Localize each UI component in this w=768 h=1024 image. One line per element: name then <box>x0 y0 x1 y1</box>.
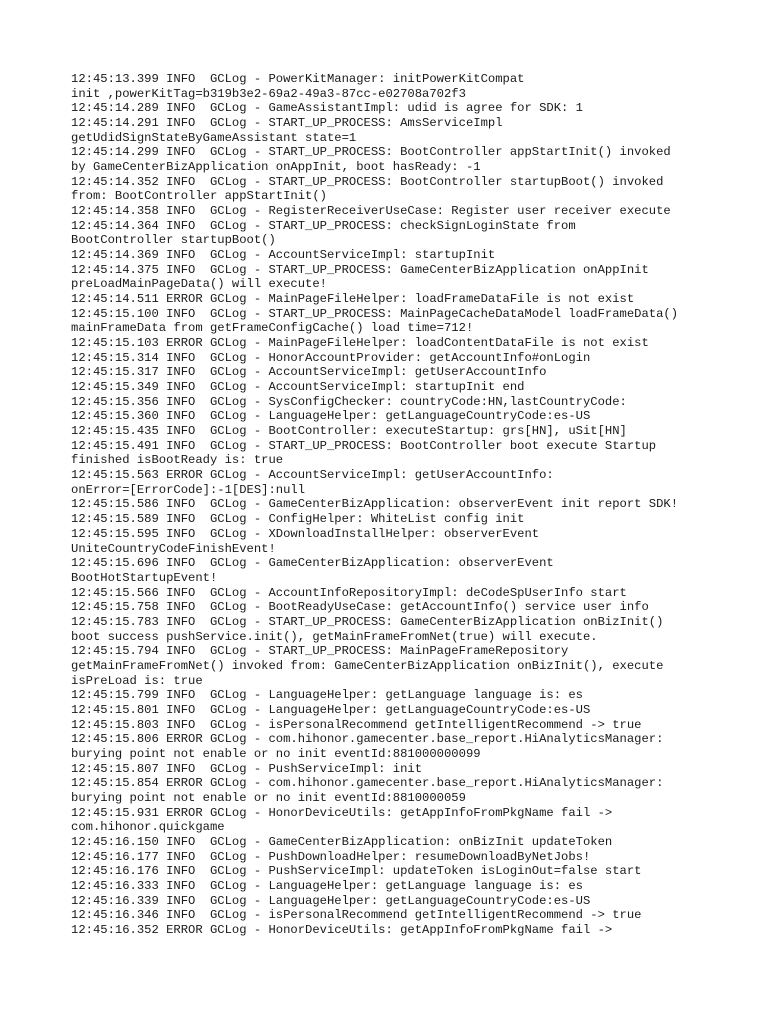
log-line: 12:45:16.352 ERROR GCLog - HonorDeviceUtils: getAppInfoFromPkgName fail -> <box>71 922 613 937</box>
log-line: 12:45:15.783 INFO GCLog - START_UP_PROCESS: GameCenterBizApplication onBizInit() <box>71 614 664 629</box>
log-line: BootHotStartupEvent! <box>71 570 218 585</box>
log-line: 12:45:15.595 INFO GCLog - XDownloadInstallHelper: observerEvent <box>71 526 540 541</box>
log-line: 12:45:15.566 INFO GCLog - AccountInfoRepositoryImpl: deCodeSpUserInfo start <box>71 585 627 600</box>
log-line: UniteCountryCodeFinishEvent! <box>71 541 276 556</box>
log-line: 12:45:16.177 INFO GCLog - PushDownloadHelper: resumeDownloadByNetJobs! <box>71 849 591 864</box>
log-line: 12:45:14.352 INFO GCLog - START_UP_PROCESS: BootController startupBoot() invoked <box>71 174 664 189</box>
log-line: 12:45:14.291 INFO GCLog - START_UP_PROCESS: AmsServiceImpl <box>71 116 503 131</box>
log-line: init ,powerKitTag=b319b3e2-69a2-49a3-87cc-e02708a702f3 <box>71 86 466 101</box>
log-line: from: BootController appStartInit() <box>71 189 327 204</box>
log-line: 12:45:15.801 INFO GCLog - LanguageHelper: getLanguageCountryCode:es-US <box>71 702 591 717</box>
log-line: mainFrameData from getFrameConfigCache() load time=712! <box>71 321 474 336</box>
log-line: 12:45:15.854 ERROR GCLog - com.hihonor.gamecenter.base_report.HiAnalyticsManager: <box>71 776 664 791</box>
log-line: 12:45:13.399 INFO GCLog - PowerKitManager: initPowerKitCompat <box>71 72 525 86</box>
log-line: com.hihonor.quickgame <box>71 820 225 835</box>
log-line: 12:45:16.346 INFO GCLog - isPersonalRecommend getIntelligentRecommend -> true <box>71 908 642 923</box>
log-line: 12:45:15.435 INFO GCLog - BootController: executeStartup: grs[HN], uSit[HN] <box>71 424 627 439</box>
log-line: 12:45:14.364 INFO GCLog - START_UP_PROCESS: checkSignLoginState from <box>71 218 576 233</box>
log-line: 12:45:15.931 ERROR GCLog - HonorDeviceUtils: getAppInfoFromPkgName fail -> <box>71 805 613 820</box>
log-line: 12:45:14.375 INFO GCLog - START_UP_PROCESS: GameCenterBizApplication onAppInit <box>71 262 649 277</box>
log-line: 12:45:15.491 INFO GCLog - START_UP_PROCESS: BootController boot execute Startup <box>71 438 657 453</box>
log-line: 12:45:15.586 INFO GCLog - GameCenterBizApplication: observerEvent init report SDK! <box>71 497 679 512</box>
log-line: 12:45:14.299 INFO GCLog - START_UP_PROCESS: BootController appStartInit() invoked <box>71 145 671 160</box>
log-line: 12:45:15.103 ERROR GCLog - MainPageFileHelper: loadContentDataFile is not exist <box>71 336 649 351</box>
log-line: finished isBootReady is: true <box>71 453 284 468</box>
log-line: 12:45:15.356 INFO GCLog - SysConfigChecker: countryCode:HN,lastCountryCode: <box>71 394 627 409</box>
log-line: 12:45:16.176 INFO GCLog - PushServiceImpl: updateToken isLoginOut=false start <box>71 864 642 879</box>
log-line: getUdidSignStateByGameAssistant state=1 <box>71 130 357 145</box>
log-line: 12:45:14.289 INFO GCLog - GameAssistantImpl: udid is agree for SDK: 1 <box>71 101 583 116</box>
log-line: 12:45:15.314 INFO GCLog - HonorAccountProvider: getAccountInfo#onLogin <box>71 350 591 365</box>
log-line: 12:45:15.807 INFO GCLog - PushServiceImpl: init <box>71 761 423 776</box>
log-line: 12:45:15.799 INFO GCLog - LanguageHelper: getLanguage language is: es <box>71 688 583 703</box>
log-line: 12:45:15.589 INFO GCLog - ConfigHelper: WhiteList config init <box>71 512 525 527</box>
log-line: isPreLoad is: true <box>71 673 203 688</box>
log-line: 12:45:14.358 INFO GCLog - RegisterReceiverUseCase: Register user receiver execute <box>71 204 671 219</box>
log-line: by GameCenterBizApplication onAppInit, boot hasReady: -1 <box>71 160 481 175</box>
log-line: 12:45:15.803 INFO GCLog - isPersonalRecommend getIntelligentRecommend -> true <box>71 717 642 732</box>
log-line: 12:45:16.339 INFO GCLog - LanguageHelper: getLanguageCountryCode:es-US <box>71 893 591 908</box>
log-line: 12:45:15.696 INFO GCLog - GameCenterBizApplication: observerEvent <box>71 556 554 571</box>
log-line: 12:45:15.794 INFO GCLog - START_UP_PROCESS: MainPageFrameRepository <box>71 644 569 659</box>
log-line: 12:45:16.150 INFO GCLog - GameCenterBizApplication: onBizInit updateToken <box>71 834 613 849</box>
log-line: burying point not enable or no init eventId:8810000059 <box>71 790 466 805</box>
log-line: 12:45:16.333 INFO GCLog - LanguageHelper: getLanguage language is: es <box>71 878 583 893</box>
log-text-block <box>71 72 731 938</box>
log-line: 12:45:15.317 INFO GCLog - AccountServiceImpl: getUserAccountInfo <box>71 365 547 380</box>
log-line: BootController startupBoot() <box>71 233 276 248</box>
log-line: 12:45:15.563 ERROR GCLog - AccountServiceImpl: getUserAccountInfo: <box>71 468 554 483</box>
log-line: preLoadMainPageData() will execute! <box>71 277 327 292</box>
log-line: 12:45:14.511 ERROR GCLog - MainPageFileHelper: loadFrameDataFile is not exist <box>71 292 635 307</box>
log-line: burying point not enable or no init eventId:881000000099 <box>71 746 481 761</box>
log-line: 12:45:15.100 INFO GCLog - START_UP_PROCESS: MainPageCacheDataModel loadFrameData() <box>71 306 679 321</box>
log-line: 12:45:14.369 INFO GCLog - AccountServiceImpl: startupInit <box>71 248 496 263</box>
log-line: 12:45:15.349 INFO GCLog - AccountServiceImpl: startupInit end <box>71 380 525 395</box>
log-line: onError=[ErrorCode]:-1[DES]:null <box>71 482 306 497</box>
log-line: 12:45:15.758 INFO GCLog - BootReadyUseCase: getAccountInfo() service user info <box>71 600 649 615</box>
log-line: boot success pushService.init(), getMainFrameFromNet(true) will execute. <box>71 629 598 644</box>
log-line: getMainFrameFromNet() invoked from: GameCenterBizApplication onBizInit(), execute <box>71 658 664 673</box>
log-line: 12:45:15.806 ERROR GCLog - com.hihonor.gamecenter.base_report.HiAnalyticsManager: <box>71 732 664 747</box>
log-line: 12:45:15.360 INFO GCLog - LanguageHelper: getLanguageCountryCode:es-US <box>71 409 591 424</box>
